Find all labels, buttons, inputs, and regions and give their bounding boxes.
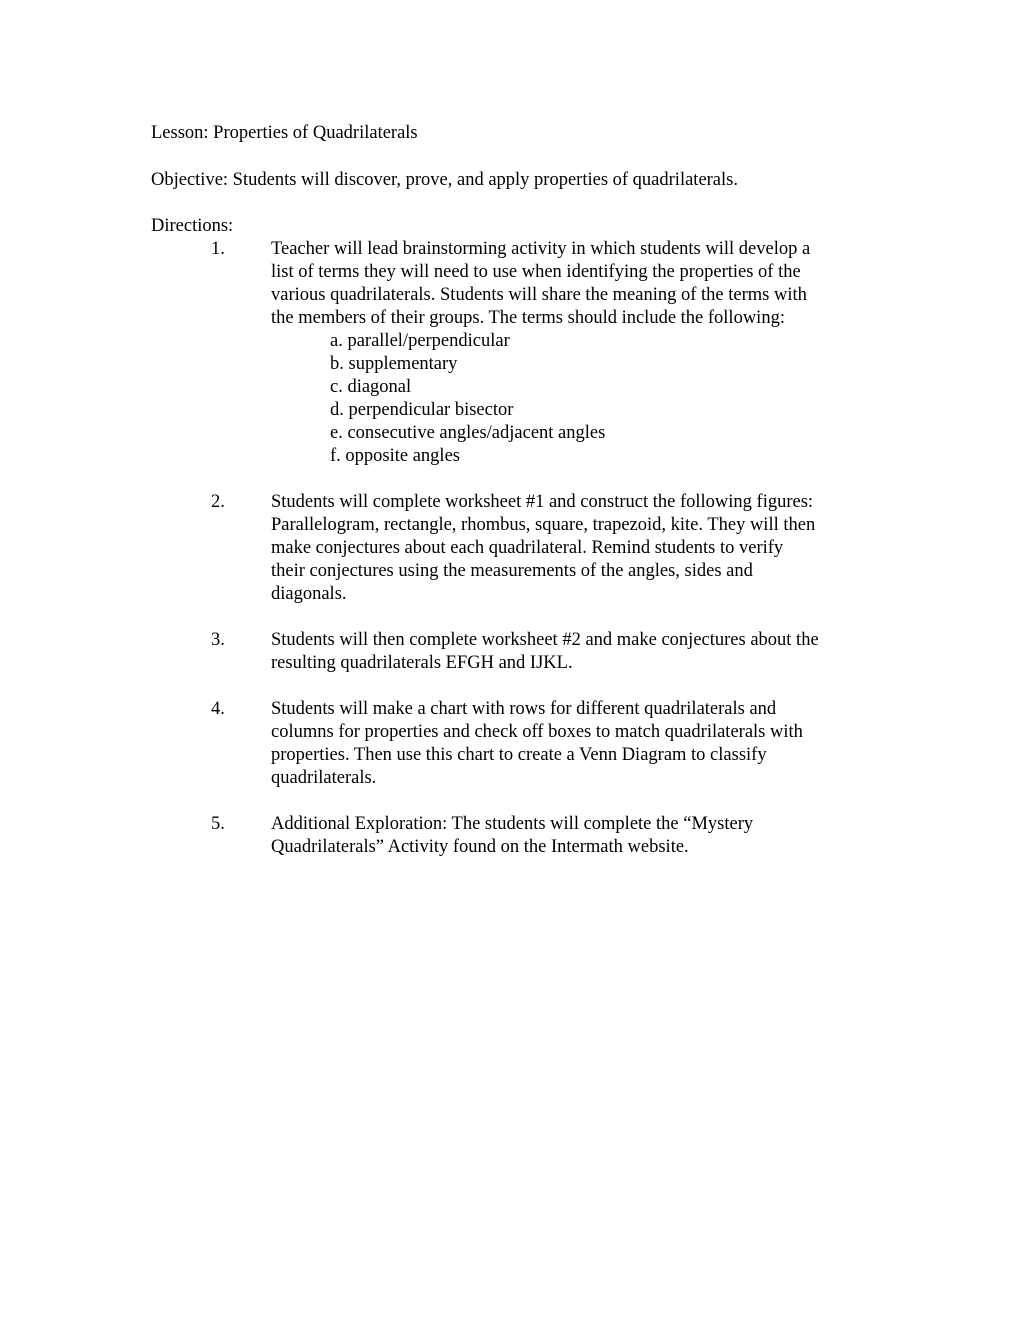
step-line: quadrilaterals.: [271, 768, 377, 788]
term-item: f. opposite angles: [330, 446, 460, 466]
step-line: columns for properties and check off boxes to match quadrilaterals with: [271, 722, 803, 742]
step-line: resulting quadrilaterals EFGH and IJKL.: [271, 653, 573, 673]
term-item: e. consecutive angles/adjacent angles: [330, 423, 606, 443]
step-line: Teacher will lead brainstorming activity in which students will develop a: [271, 239, 811, 259]
step-number: 4.: [211, 699, 225, 719]
step-line: the members of their groups. The terms should include the following:: [271, 308, 785, 328]
step-line: diagonals.: [271, 584, 347, 604]
step-line: Quadrilaterals” Activity found on the Intermath website.: [271, 837, 689, 857]
step-line: Students will make a chart with rows for different quadrilaterals and: [271, 699, 777, 719]
term-item: a. parallel/perpendicular: [330, 331, 510, 351]
step-number: 1.: [211, 239, 225, 259]
step-line: Additional Exploration: The students will complete the “Mystery: [271, 814, 754, 834]
lesson-title: Lesson: Properties of Quadrilaterals: [151, 123, 418, 143]
step-line: Students will then complete worksheet #2 and make conjectures about the: [271, 630, 819, 650]
term-item: d. perpendicular bisector: [330, 400, 514, 420]
step-line: various quadrilaterals. Students will share the meaning of the terms with: [271, 285, 807, 305]
term-item: b. supplementary: [330, 354, 458, 374]
step-number: 5.: [211, 814, 225, 834]
objective-line: Objective: Students will discover, prove, and apply properties of quadrilaterals.: [151, 170, 738, 190]
step-line: their conjectures using the measurements of the angles, sides and: [271, 561, 753, 581]
step-line: list of terms they will need to use when identifying the properties of the: [271, 262, 801, 282]
step-number: 2.: [211, 492, 225, 512]
step-line: properties. Then use this chart to create a Venn Diagram to classify: [271, 745, 767, 765]
directions-heading: Directions:: [151, 216, 234, 236]
term-item: c. diagonal: [330, 377, 412, 397]
step-line: Parallelogram, rectangle, rhombus, square, trapezoid, kite. They will then: [271, 515, 816, 535]
step-number: 3.: [211, 630, 225, 650]
step-line: Students will complete worksheet #1 and construct the following figures:: [271, 492, 814, 512]
step-line: make conjectures about each quadrilateral. Remind students to verify: [271, 538, 784, 558]
